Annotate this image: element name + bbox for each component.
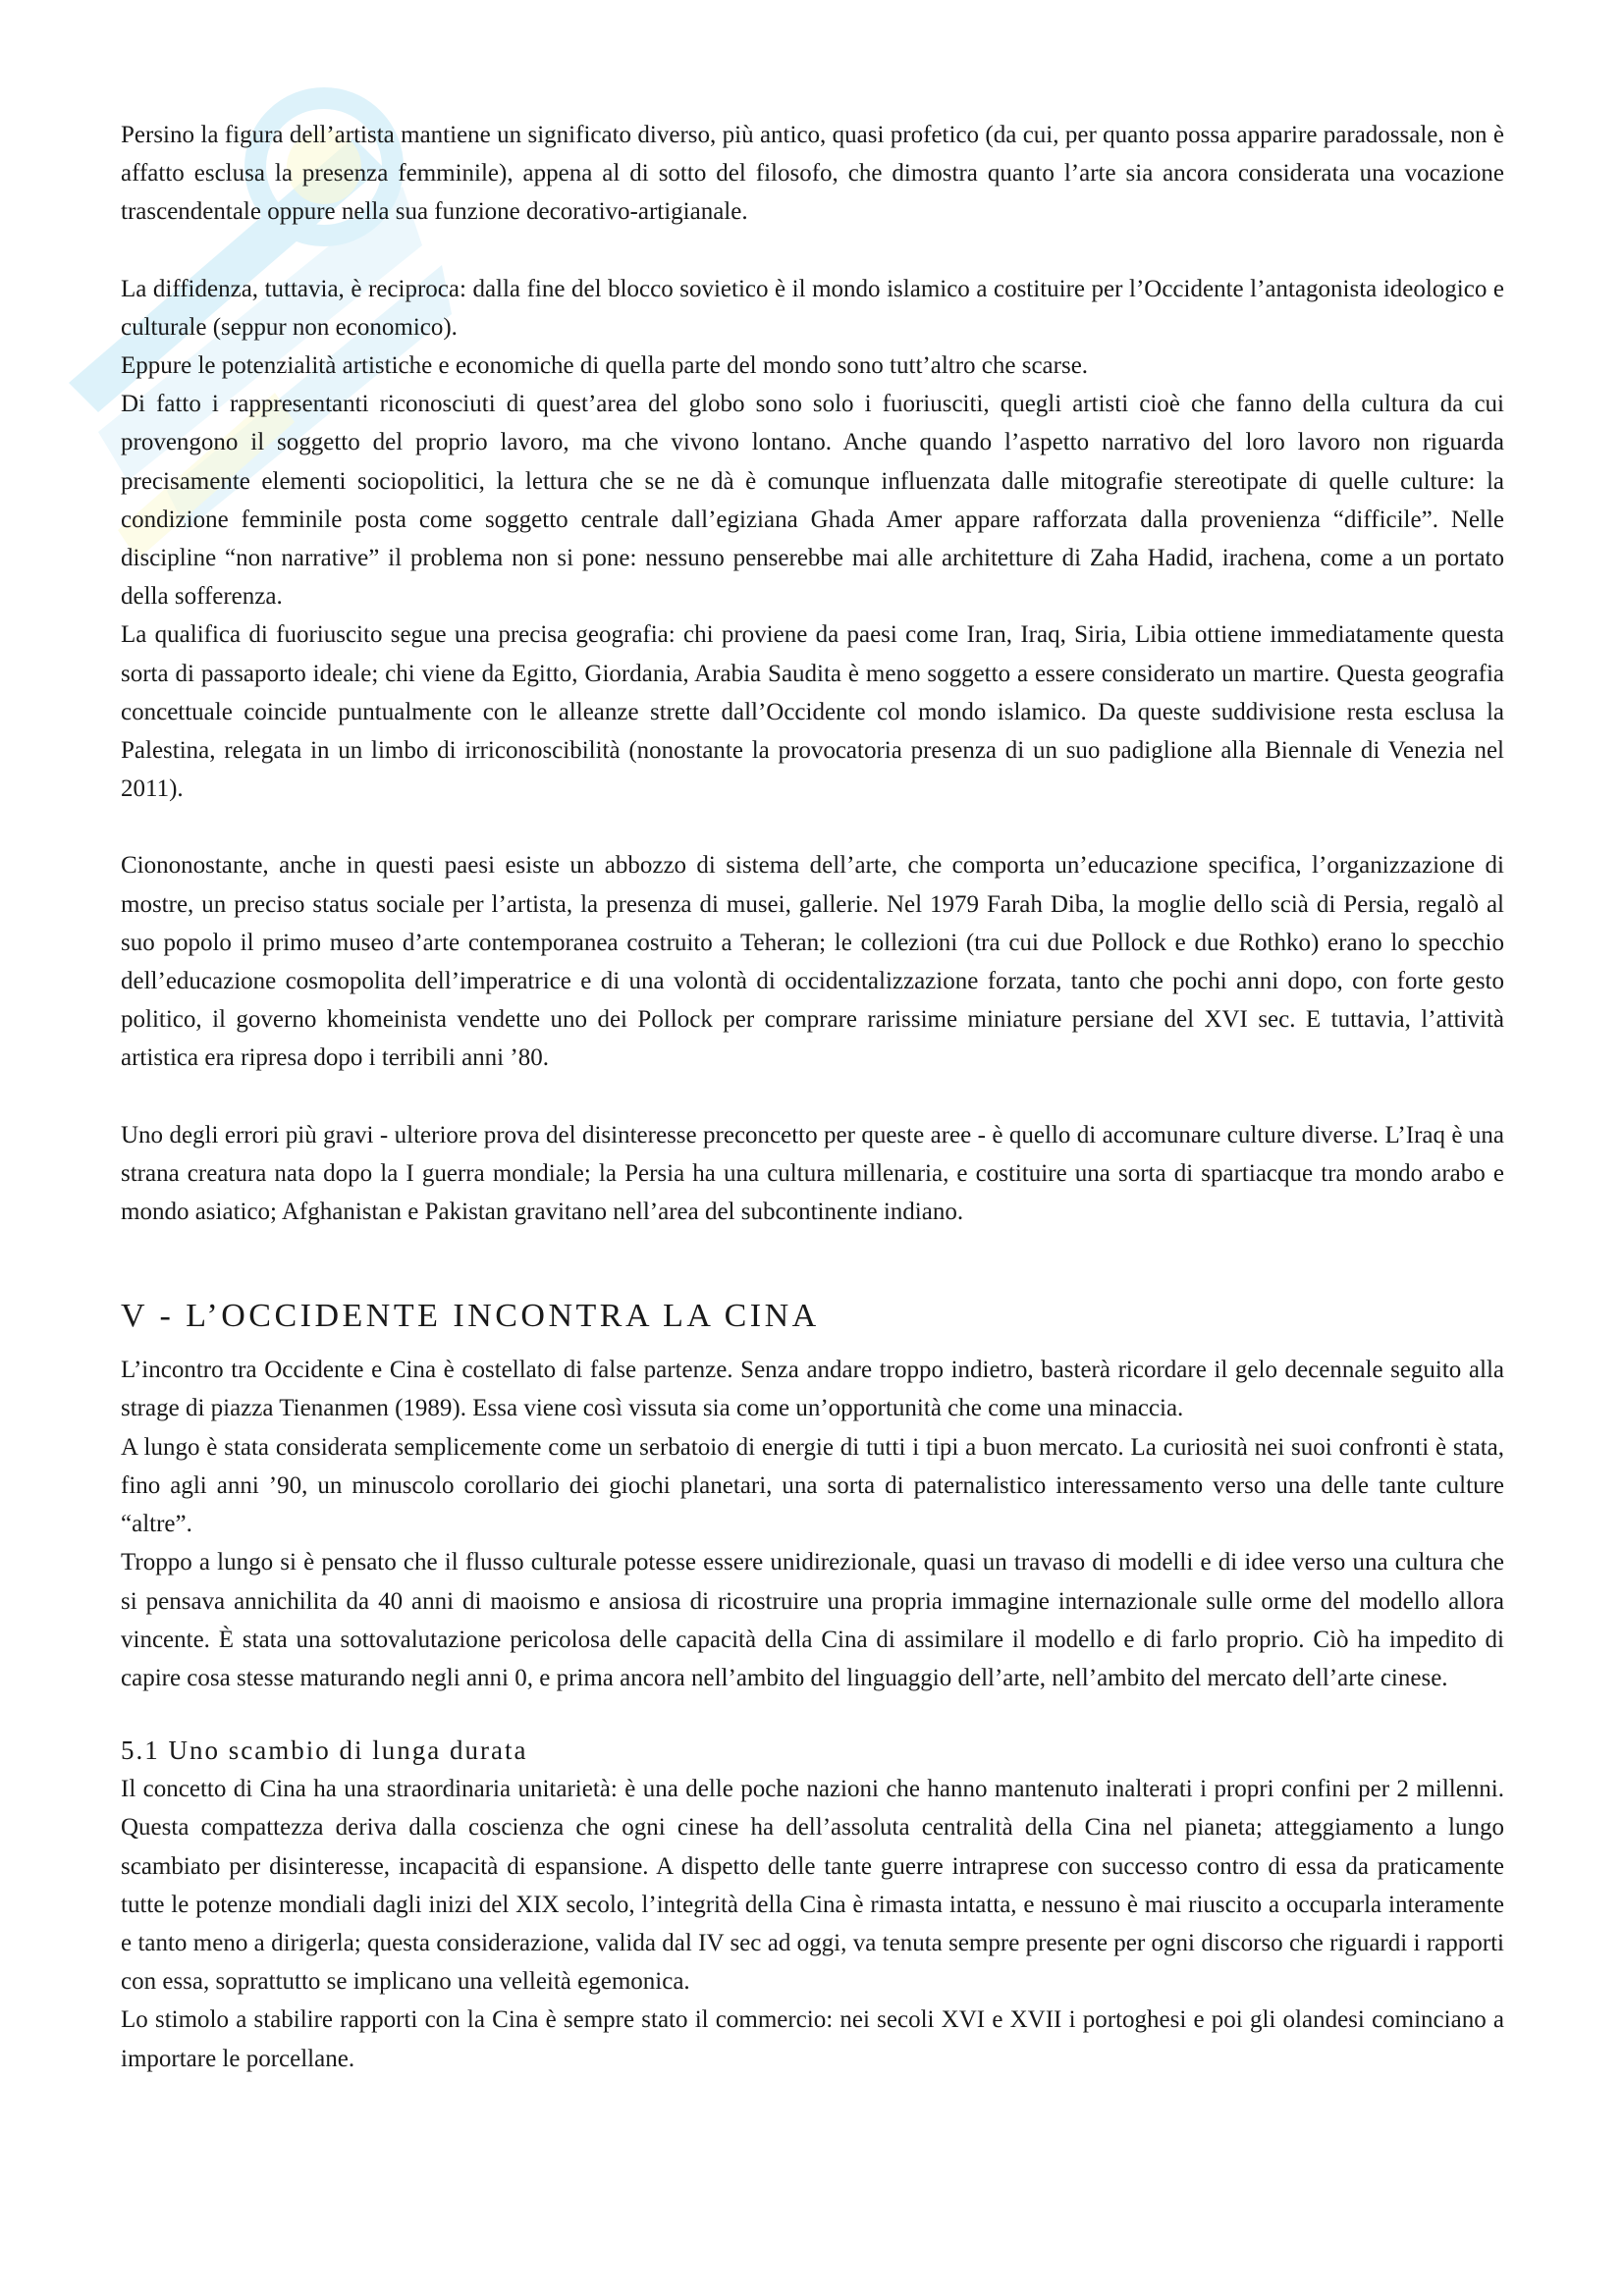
islamic-world-block [121, 270, 1504, 809]
paragraph-false-starts: L’incontro tra Occidente e Cina è costellato di false partenze. Senza andare troppo indietro, basterà ricordare il gelo decennale seguito alla strage di piazza Tienanmen (1989). Essa viene così vissuta sia come un’opportunità che come una minaccia. [121, 1357, 1504, 1422]
paragraph-diffidence: La diffidenza, tuttavia, è reciproca: dalla fine del blocco sovietico è il mondo islamico a costituire per l’Occidente l’antagonista ideologico e culturale (seppur non economico). [121, 275, 1504, 341]
paragraph-unity: Il concetto di Cina ha una straordinaria unitarietà: è una delle poche nazioni che hanno mantenuto inalterati i propri confini per 2 millenni. Questa compattezza deriva dalla coscienza che ogni cinese ha dell’assoluta centralità della Cina nel pianeta; atteggiamento a lungo scambiato per disinteresse, incapacità di espansione. A dispetto delle tante guerre intraprese con successo contro di essa da praticamente tutte le potenze mondiali dagli inizi del XIX secolo, l’integrità della Cina è rimasta intatta, e nessuno è mai riuscito a occuparla interamente e tanto meno a dirigerla; questa considerazione, valida dal IV sec ad oggi, va tenuta sempre presente per ogni discorso che riguardi i rapporti con essa, soprattutto se implicano una velleità egemonica. [121, 1776, 1504, 1996]
paragraph-expatriates: Di fatto i rappresentanti riconosciuti di quest’area del globo sono solo i fuoriusciti, quegli artisti cioè che fanno della cultura da cui provengono il soggetto del proprio lavoro, ma che vivono lontano. Anche quando l’aspetto narrativo del loro lavoro non riguarda precisamente elementi sociopolitici, la lettura che se ne dà è comunque influenzata dalle mitografie stereotipate di quelle culture: la condizione femminile posta come soggetto centrale dall’egiziana Ghada Amer appare rafforzata dalla provenienza “difficile”. Nelle discipline “non narrative” il problema non si pone: nessuno penserebbe mai alle architetture di Zaha Hadid, irachena, come a un portato della sofferenza. [121, 391, 1504, 611]
section-title: V - L’OCCIDENTE INCONTRA LA CINA [121, 1298, 820, 1335]
art-system-block [121, 846, 1504, 1077]
paragraph-artist-figure: Persino la figura dell’artista mantiene un significato diverso, più antico, quasi profetico (da cui, per quanto possa apparire paradossale, non è affatto esclusa la presenza femminile), appena al di sotto del filosofo, che dimostra quanto l’arte sia ancora considerata una vocazione trascendentale oppure nella sua funzione decorativo-artigianale. [121, 122, 1504, 226]
errors-block [121, 1116, 1504, 1232]
paragraph-commerce: Lo stimolo a stabilire rapporti con la Cina è sempre stato il commercio: nei secoli XVI e XVII i portoghesi e poi gli olandesi cominciano a importare le porcellane. [121, 2006, 1504, 2072]
subsection-title: 5.1 Uno scambio di lunga durata [121, 1735, 528, 1766]
intro-block [121, 116, 1504, 232]
paragraph-errors: Uno degli errori più gravi - ulteriore prova del disinteresse preconcetto per queste aree - è quello di accomunare culture diverse. L’Iraq è una strana creatura nata dopo la I guerra mondiale; la Persia ha una cultura millenaria, e costituire una sorta di spartiacque tra mondo arabo e mondo asiatico; Afghanistan e Pakistan gravitano nell’area del subcontinente indiano. [121, 1121, 1504, 1226]
subsection-block [121, 1770, 1504, 2078]
paragraph-art-system: Ciononostante, anche in questi paesi esiste un abbozzo di sistema dell’arte, che comporta un’educazione specifica, l’organizzazione di mostre, un preciso status sociale per l’artista, la presenza di musei, gallerie. Nel 1979 Farah Diba, la moglie dello scià di Persia, regalò al suo popolo il primo museo d’arte contemporanea costruito a Teheran; le collezioni (tra cui due Pollock e due Rothko) erano lo specchio dell’educazione cosmopolita dell’imperatrice e di una volontà di occidentalizzazione forzata, tanto che pochi anni dopo, con forte gesto politico, il governo khomeinista vendette uno dei Pollock per comprare rarissime miniature persiane del XVI sec. E tuttavia, l’attività artistica era ripresa dopo i terribili anni ’80. [121, 852, 1504, 1072]
paragraph-geography: La qualifica di fuoriuscito segue una precisa geografia: chi proviene da paesi come Iran, Iraq, Siria, Libia ottiene immediatamente questa sorta di passaporto ideale; chi viene da Egitto, Giordania, Arabia Saudita è meno soggetto a essere considerato un martire. Questa geografia concettuale coincide puntualmente con le alleanze strette dall’Occidente col mondo islamico. Da queste suddivisione resta esclusa la Palestina, relegata in un limbo di irriconoscibilità (nonostante la provocatoria presenza di un suo padiglione alla Biennale di Venezia nel 2011). [121, 621, 1504, 803]
document-page [121, 116, 1504, 2078]
paragraph-reservoir: A lungo è stata considerata semplicemente come un serbatoio di energie di tutti i tipi a buon mercato. La curiosità nei suoi confronti è stata, fino agli anni ’90, un minuscolo corollario dei giochi planetari, una sorta di paternalistico interessamento verso una delle tante culture “altre”. [121, 1433, 1504, 1538]
china-section-block [121, 1351, 1504, 1697]
paragraph-cultural-flow: Troppo a lungo si è pensato che il flusso culturale potesse essere unidirezionale, quasi un travaso di modelli e di idee verso una cultura che si pensava annichilita da 40 anni di maoismo e ansiosa di ricostruire una propria immagine internazionale sulle orme del modello allora vincente. È stata una sottovalutazione pericolosa delle capacità della Cina di assimilare il modello e di farlo proprio. Ciò ha impedito di capire cosa stesse maturando negli anni 0, e prima ancora nell’ambito del linguaggio dell’arte, nell’ambito del mercato dell’arte cinese. [121, 1549, 1504, 1691]
paragraph-potential: Eppure le potenzialità artistiche e economiche di quella parte del mondo sono tutt’altro che scarse. [121, 352, 1089, 380]
